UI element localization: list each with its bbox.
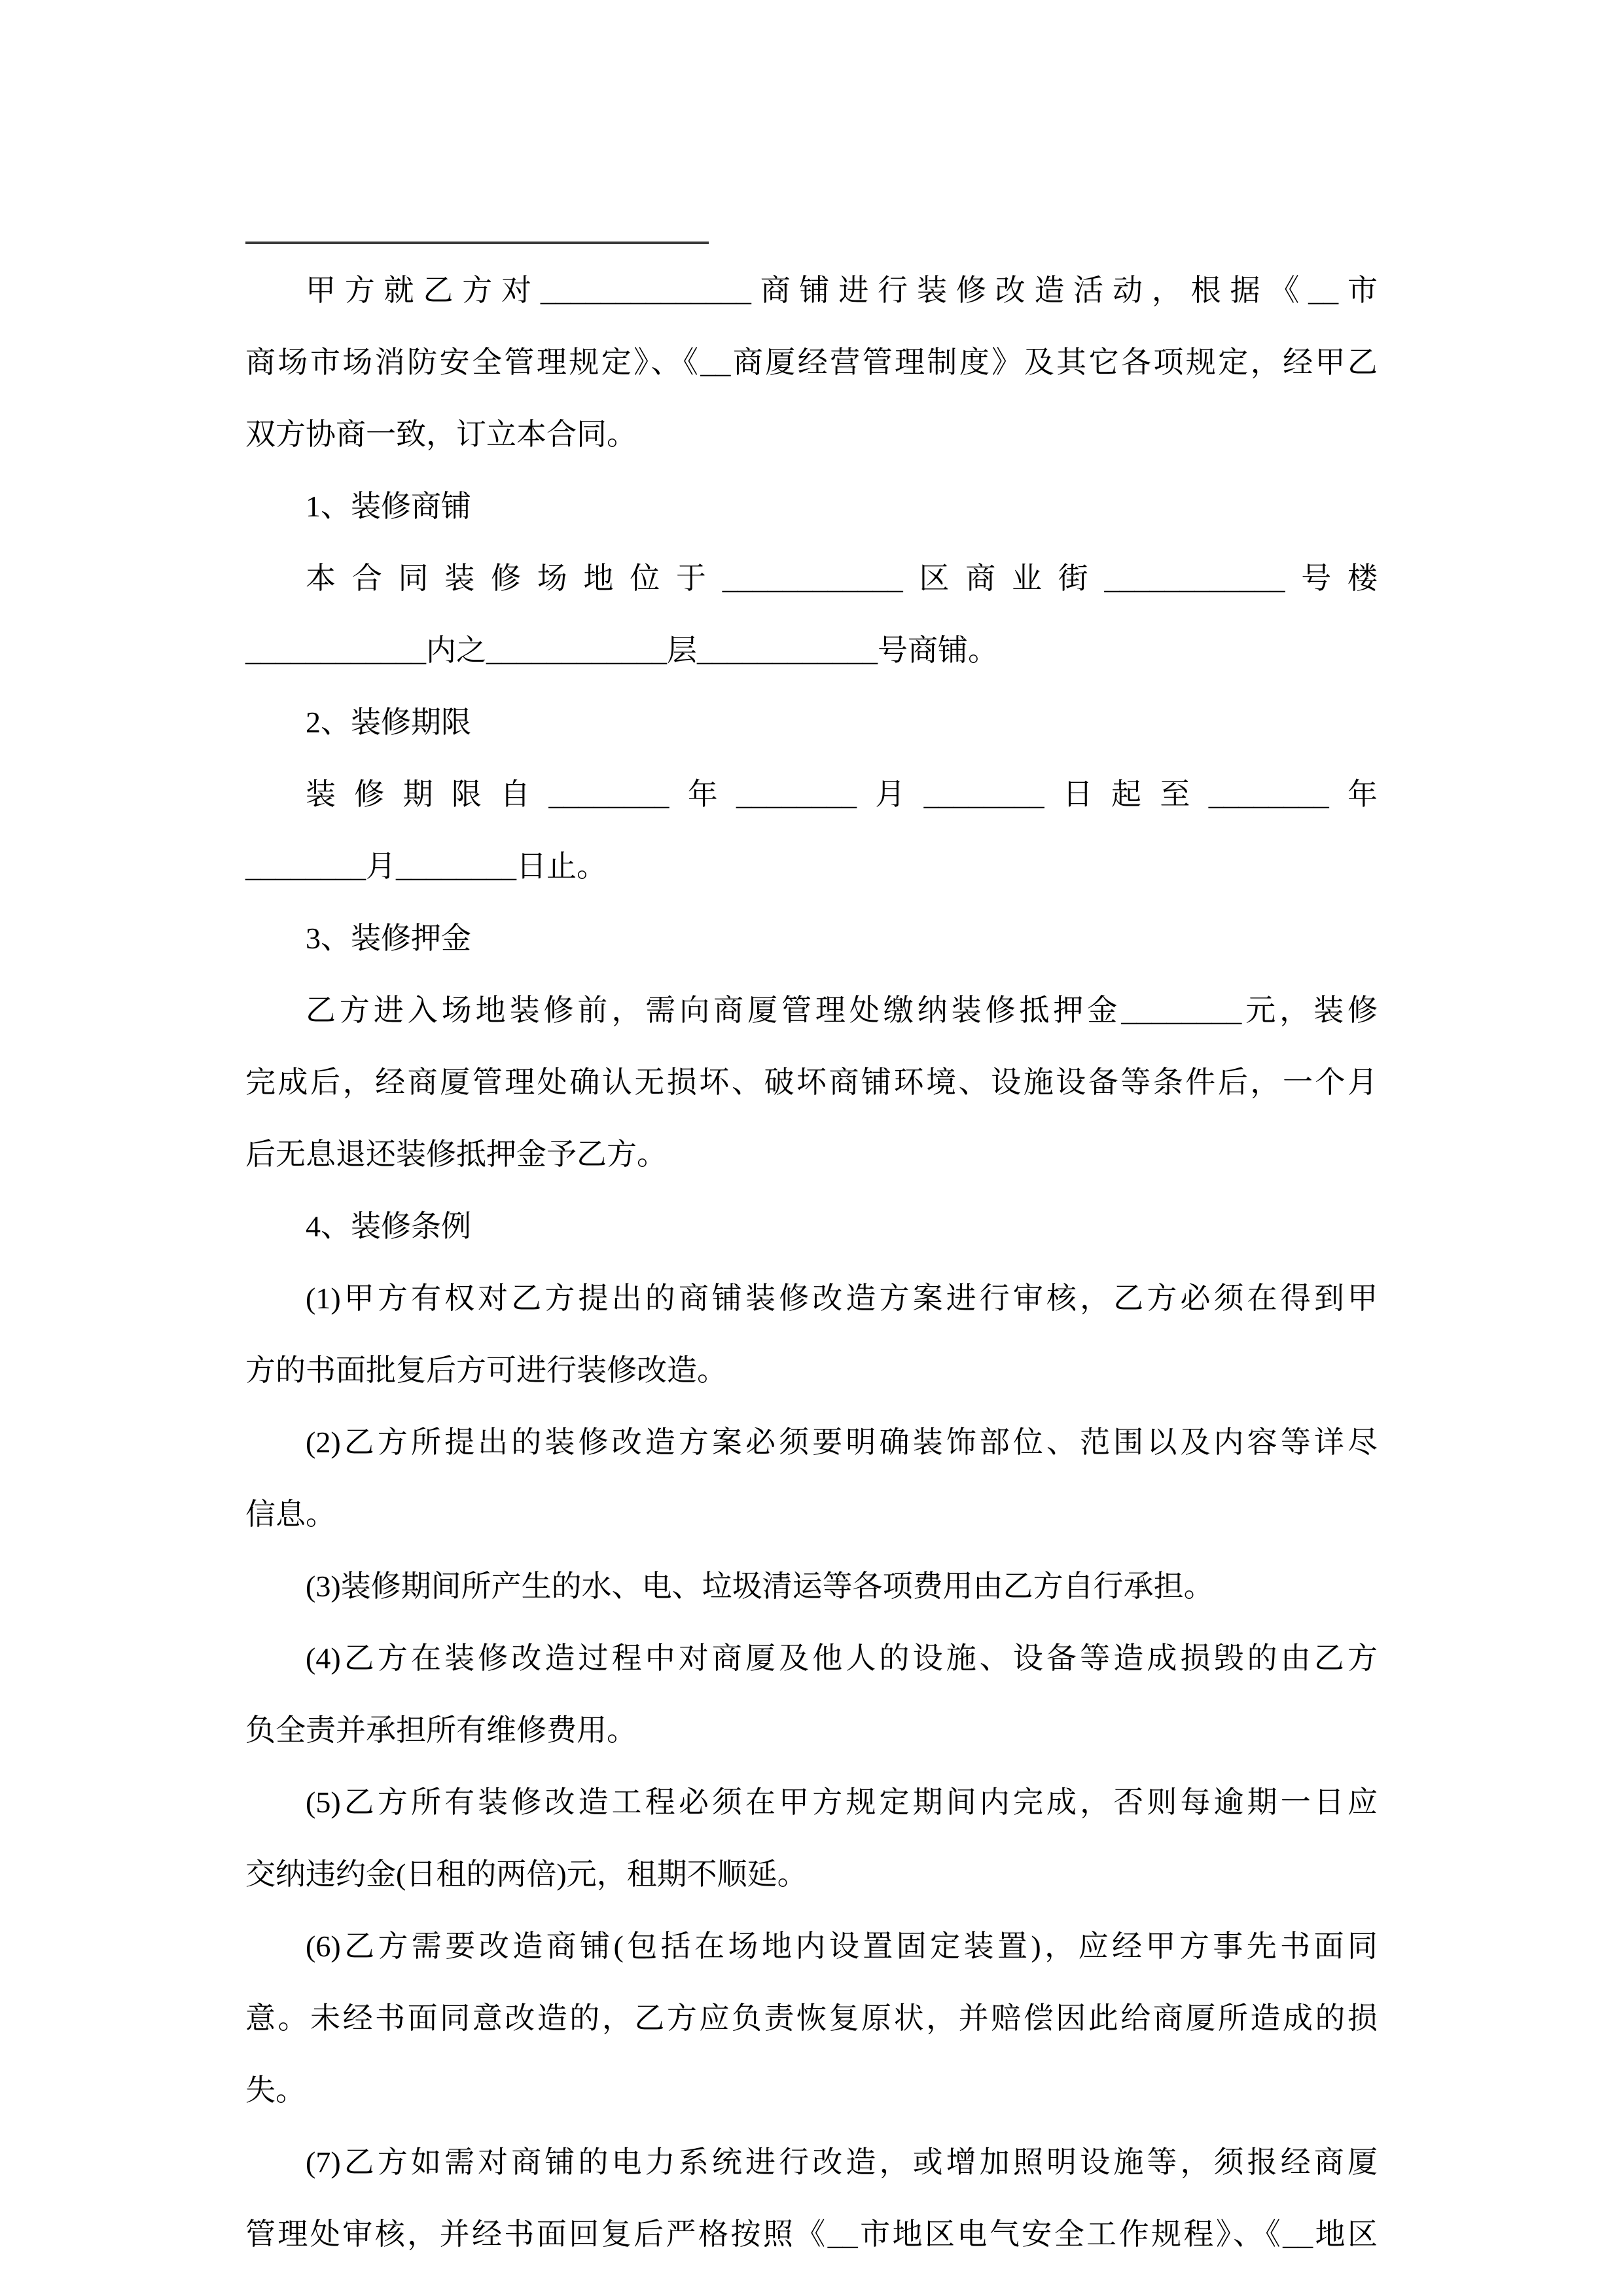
contract-clause-6-line-3: 失。 — [245, 2073, 306, 2107]
contract-clause-1-line-1: (1)甲方有权对乙方提出的商铺装修改造方案进行审核，乙方必须在得到甲 — [306, 1282, 1378, 1315]
contract-clause-6-line-2: 意。未经书面同意改造的，乙方应负责恢复原状，并赔偿因此给商厦所造成的损 — [245, 2001, 1378, 2035]
contract-line-11: 乙方进入场地装修前，需向商厦管理处缴纳装修抵押金________元，装修 — [306, 994, 1378, 1027]
contract-line-9: ________月________日止。 — [245, 850, 607, 883]
contract-line-2: 商场市场消防安全管理规定》、《__商厦经营管理制度》及其它各项规定，经甲乙 — [245, 346, 1378, 379]
contract-heading-4-renovation-rules: 4、装修条例 — [306, 1210, 471, 1243]
contract-line-1: 甲方就乙方对______________商铺进行装修改造活动，根据《__市 — [306, 274, 1378, 307]
top-rule-divider — [245, 242, 709, 244]
contract-clause-7-line-1: (7)乙方如需对商铺的电力系统进行改造，或增加照明设施等，须报经商厦 — [306, 2145, 1378, 2179]
contract-clause-2-line-2: 信息。 — [245, 1498, 336, 1531]
contract-line-3: 双方协商一致，订立本合同。 — [245, 418, 637, 451]
contract-line-13: 后无息退还装修抵押金予乙方。 — [245, 1138, 667, 1171]
contract-heading-2-renovation-period: 2、装修期限 — [306, 706, 471, 739]
contract-heading-1-renovation-shop: 1、装修商铺 — [306, 490, 471, 523]
contract-line-5: 本合同装修场地位于____________区商业街____________号楼 — [306, 562, 1378, 595]
contract-line-12: 完成后，经商厦管理处确认无损坏、破坏商铺环境、设施设备等条件后，一个月 — [245, 1066, 1378, 1099]
contract-line-8: 装修期限自________年________月________日起至________年 — [306, 778, 1378, 811]
contract-clause-6-line-1: (6)乙方需要改造商铺(包括在场地内设置固定装置)，应经甲方事先书面同 — [306, 1929, 1378, 1963]
contract-clause-5-line-1: (5)乙方所有装修改造工程必须在甲方规定期间内完成，否则每逾期一日应 — [306, 1785, 1378, 1819]
contract-clause-3-line-1: (3)装修期间所产生的水、电、垃圾清运等各项费用由乙方自行承担。 — [306, 1570, 1214, 1603]
contract-clause-4-line-1: (4)乙方在装修改造过程中对商厦及他人的设施、设备等造成损毁的由乙方 — [306, 1641, 1378, 1675]
contract-body — [245, 255, 1378, 2270]
contract-clause-7-line-2: 管理处审核，并经书面回复后严格按照《__市地区电气安全工作规程》、《__地区 — [245, 2217, 1378, 2251]
contract-clause-1-line-2: 方的书面批复后方可进行装修改造。 — [245, 1354, 727, 1387]
contract-clause-4-line-2: 负全责并承担所有维修费用。 — [245, 1713, 637, 1747]
contract-clause-5-line-2: 交纳违约金(日租的两倍)元，租期不顺延。 — [245, 1857, 808, 1891]
contract-heading-3-renovation-deposit: 3、装修押金 — [306, 922, 471, 955]
contract-line-6: ____________内之____________层____________号商铺。 — [245, 634, 998, 667]
contract-clause-2-line-1: (2)乙方所提出的装修改造方案必须要明确装饰部位、范围以及内容等详尽 — [306, 1426, 1378, 1459]
